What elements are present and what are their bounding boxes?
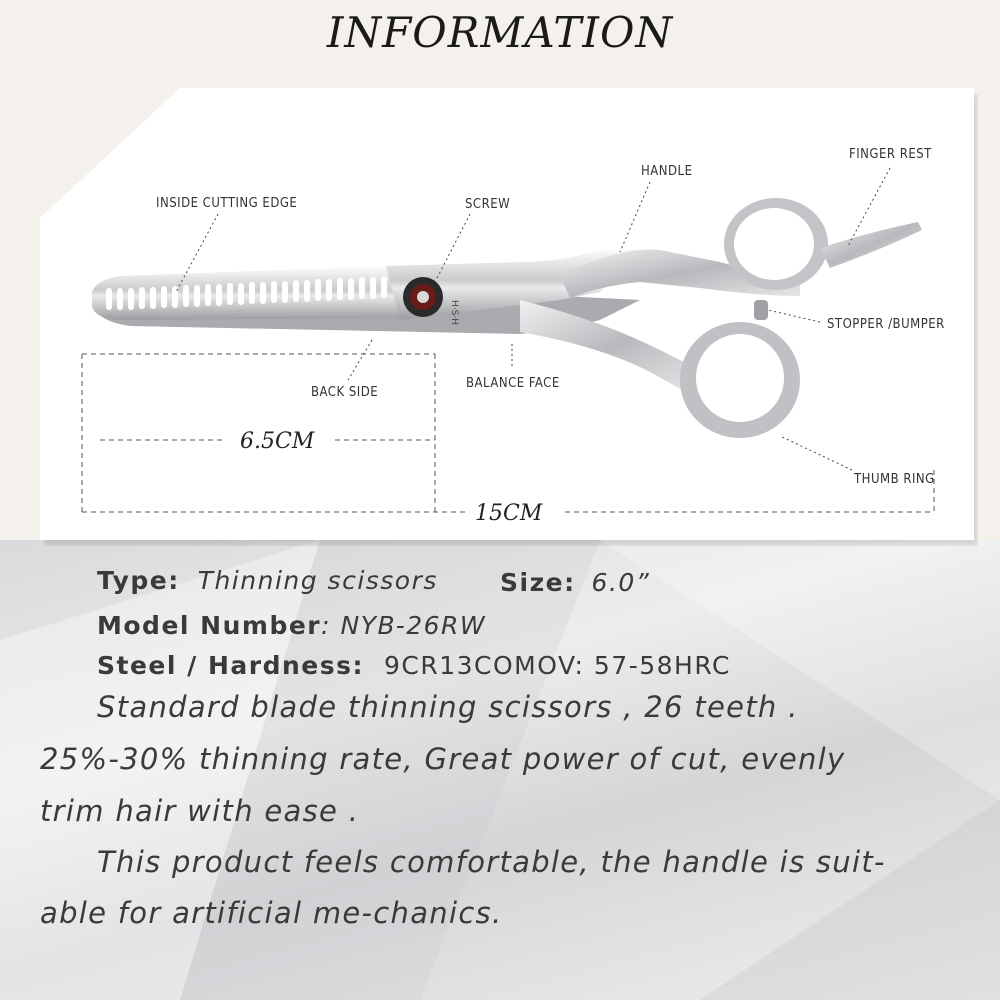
model-value: : NYB-26RW (321, 611, 487, 640)
label-balance-face: BALANCE FACE (466, 376, 560, 391)
label-inside-cutting-edge: INSIDE CUTTING EDGE (156, 196, 298, 211)
steel-label: Steel / Hardness: (97, 651, 365, 680)
page-title: INFORMATION (326, 8, 674, 57)
size-row (500, 568, 650, 597)
steel-row (97, 651, 731, 680)
label-back-side: BACK SIDE (311, 385, 379, 400)
model-label: Model Number (97, 611, 322, 640)
size-value: 6.0” (591, 568, 651, 597)
type-row (97, 566, 438, 595)
label-stopper-bumper: STOPPER /BUMPER (827, 317, 945, 332)
description-line-4: This product feels comfortable, the handle is suit- (97, 845, 886, 879)
label-thumb-ring: THUMB RING (854, 472, 935, 487)
brand-mark: H·S·H (449, 300, 459, 325)
total-length-label: 15CM (475, 501, 543, 526)
description-line-3: trim hair with ease . (40, 794, 360, 828)
label-handle: HANDLE (641, 164, 693, 179)
blade-length-label: 6.5CM (240, 429, 315, 454)
description-line-2: 25%-30% thinning rate, Great power of cut, evenly (40, 742, 846, 776)
size-label: Size: (500, 568, 576, 597)
type-label: Type: (97, 566, 180, 595)
type-value: Thinning scissors (197, 566, 438, 595)
label-finger-rest: FINGER REST (849, 147, 932, 162)
label-screw: SCREW (465, 197, 511, 212)
model-row (97, 611, 486, 640)
description-line-1: Standard blade thinning scissors , 26 teeth . (97, 690, 799, 724)
steel-value: 9CR13COMOV: 57-58HRC (383, 651, 731, 680)
description-line-5: able for artificial me-chanics. (40, 896, 503, 930)
